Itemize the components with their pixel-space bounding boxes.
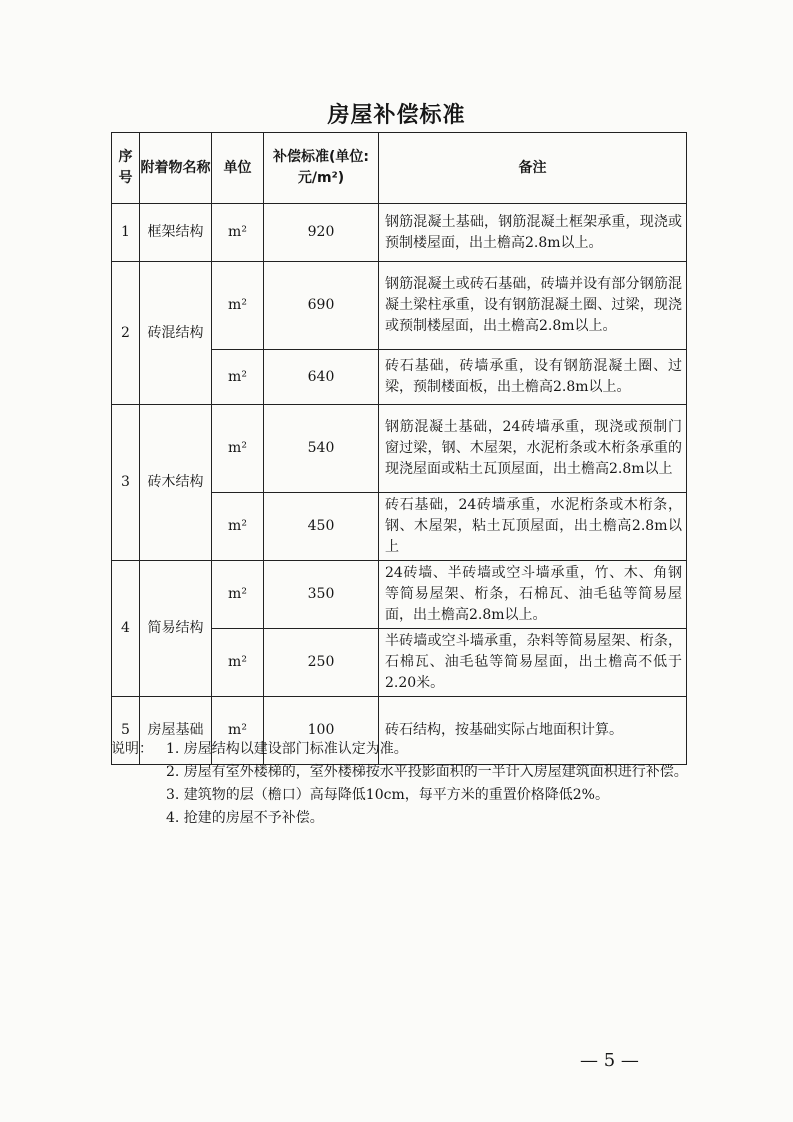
cell-name: 简易结构	[140, 561, 212, 697]
note-item: 4. 抢建的房屋不予补偿。	[166, 810, 324, 826]
cell-seq: 5	[112, 697, 140, 765]
page-title: 房屋补偿标准	[327, 103, 466, 128]
notes-label: 说明：	[111, 741, 153, 757]
cell-remark: 钢筋混凝土基础，24砖墙承重，现浇或预制门窗过梁，钢、木屋架，水泥桁条或木桁条承重的现浇屋面或粘土瓦顶屋面，出土檐高2.8m以上	[379, 405, 687, 493]
table-row	[112, 561, 687, 629]
cell-unit: m²	[212, 405, 264, 493]
cell-remark: 24砖墙、半砖墙或空斗墙承重，竹、木、角钢等简易屋架、桁条，石棉瓦、油毛毡等简易屋面，出土檐高2.8m以上。	[379, 561, 687, 629]
cell-unit: m²	[212, 629, 264, 697]
page-number: — 5 —	[580, 1050, 639, 1071]
cell-unit: m²	[212, 493, 264, 561]
header-seq: 序号	[112, 133, 140, 204]
cell-seq: 1	[112, 204, 140, 262]
header-standard: 补偿标准(单位:元/m²)	[264, 133, 379, 204]
cell-unit: m²	[212, 204, 264, 262]
cell-seq: 4	[112, 561, 140, 697]
header-unit: 单位	[212, 133, 264, 204]
cell-unit: m²	[212, 262, 264, 350]
cell-remark: 钢筋混凝土或砖石基础，砖墙并设有部分钢筋混凝土梁柱承重，设有钢筋混凝土圈、过梁，现浇或预制楼屋面，出土檐高2.8m以上。	[379, 262, 687, 350]
cell-remark: 钢筋混凝土基础，钢筋混凝土框架承重，现浇或预制楼屋面，出土檐高2.8m以上。	[379, 204, 687, 262]
cell-remark: 半砖墙或空斗墙承重，杂料等简易屋架、桁条，石棉瓦、油毛毡等简易屋面，出土檐高不低于2.20米。	[379, 629, 687, 697]
cell-standard: 450	[264, 493, 379, 561]
cell-standard: 100	[264, 697, 379, 765]
cell-seq: 2	[112, 262, 140, 405]
cell-name: 框架结构	[140, 204, 212, 262]
cell-standard: 540	[264, 405, 379, 493]
cell-standard: 640	[264, 350, 379, 405]
cell-remark: 砖石结构，按基础实际占地面积计算。	[379, 697, 687, 765]
table-header-row	[112, 133, 687, 204]
note-item: 1. 房屋结构以建设部门标准认定为准。	[166, 741, 408, 757]
header-name: 附着物名称	[140, 133, 212, 204]
cell-seq: 3	[112, 405, 140, 561]
cell-unit: m²	[212, 350, 264, 405]
note-item: 2. 房屋有室外楼梯的，室外楼梯按水平投影面积的一半计入房屋建筑面积进行补偿。	[166, 764, 688, 780]
note-row	[111, 738, 711, 830]
cell-remark: 砖石基础，砖墙承重，设有钢筋混凝土圈、过梁，预制楼面板，出土檐高2.8m以上。	[379, 350, 687, 405]
compensation-table	[111, 132, 687, 765]
cell-standard: 250	[264, 629, 379, 697]
cell-standard: 690	[264, 262, 379, 350]
table-row	[112, 405, 687, 493]
cell-standard: 350	[264, 561, 379, 629]
cell-unit: m²	[212, 697, 264, 765]
cell-unit: m²	[212, 561, 264, 629]
cell-name: 砖木结构	[140, 405, 212, 561]
cell-standard: 920	[264, 204, 379, 262]
cell-name: 砖混结构	[140, 262, 212, 405]
cell-name: 房屋基础	[140, 697, 212, 765]
table-row	[112, 204, 687, 262]
table-row	[112, 262, 687, 350]
cell-remark: 砖石基础，24砖墙承重，水泥桁条或木桁条，钢、木屋架，粘土瓦顶屋面，出土檐高2.8m以上	[379, 493, 687, 561]
header-remark: 备注	[379, 133, 687, 204]
notes-list	[166, 738, 711, 830]
notes-section	[111, 738, 711, 830]
note-item: 3. 建筑物的层（檐口）高每降低10cm，每平方米的重置价格降低2%。	[166, 787, 609, 803]
